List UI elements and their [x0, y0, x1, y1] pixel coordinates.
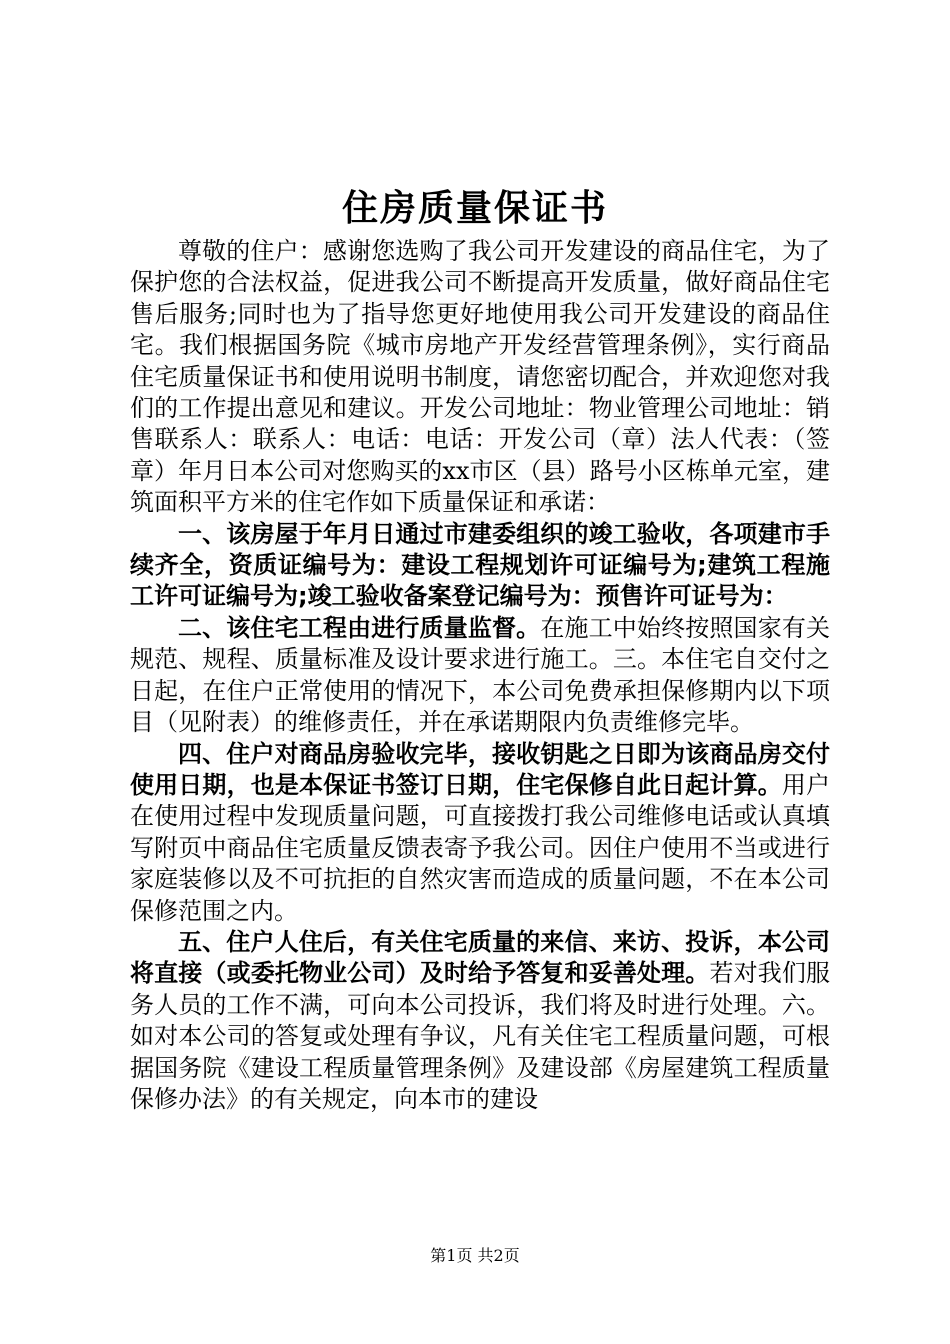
- paragraph-text: 在施工中始终按照国家有关规范、规程、质量标准及设计要求进行施工。三。本住宅自交付之日起，在住户正常使用的情况下，本公司免费承担保修期内以下项目（见附表）的维修责任，并在承诺期限内负责维修完毕。: [130, 613, 831, 737]
- paragraph-clause-2: [130, 613, 830, 739]
- paragraph-bold-lead: 四、住户对商品房验收完毕，接收钥匙之日即为该商品房交付使用日期，也是本保证书签订日期，住宅保修自此日起计算。: [130, 739, 830, 799]
- document-title: 住房质量保证书: [341, 187, 608, 229]
- paragraph-bold-lead: 五、住户人住后，有关住宅质量的来信、来访、投诉，本公司将直接（或委托物业公司）及时给予答复和妥善处理。: [130, 927, 830, 988]
- page-number-footer: 第1页 共2页: [430, 1246, 520, 1265]
- document-body: [130, 236, 830, 1115]
- paragraph-clause-4: [130, 739, 830, 927]
- paragraph-text: 尊敬的住户：感谢您选购了我公司开发建设的商品住宅，为了保护您的合法权益，促进我公司不断提高开发质量，做好商品住宅售后服务;同时也为了指导您更好地使用我公司开发建设的商品住宅。我们根据国务院《城市房地产开发经营管理条例》，实行商品住宅质量保证书和使用说明书制度，请您密切配合，并欢迎您对我们的工作提出意见和建议。开发公司地址：物业管理公司地址：销售联系人：联系人：电话：电话：开发公司（章）法人代表：（签章）年月日本公司对您购买的xx市区（县）路号小区栋单元室，建筑面积平方米的住宅作如下质量保证和承诺：: [130, 237, 830, 517]
- paragraph-bold-lead: 一、该房屋于年月日通过市建委组织的竣工验收，各项建市手续齐全，资质证编号为：建设工程规划许可证编号为;建筑工程施工许可证编号为;竣工验收备案登记编号为：预售许可证号为：: [130, 519, 830, 611]
- paragraph-text: 若对我们服务人员的工作不满，可向本公司投诉，我们将及时进行处理。六。如对本公司的答复或处理有争议，凡有关住宅工程质量问题，可根据国务院《建设工程质量管理条例》及建设部《房屋建筑工程质量保修办法》的有关规定，向本市的建设: [130, 959, 831, 1113]
- paragraph-bold-lead: 二、该住宅工程由进行质量监督。: [178, 613, 541, 642]
- paragraph-clause-5: [130, 927, 830, 1115]
- paragraph-greeting: [130, 236, 830, 519]
- paragraph-text: 用户在使用过程中发现质量问题，可直接拨打我公司维修电话或认真填写附页中商品住宅质量反馈表寄予我公司。因住户使用不当或进行家庭装修以及不可抗拒的自然灾害而造成的质量问题，不在本公司保修范围之内。: [130, 770, 831, 925]
- paragraph-clause-1: [130, 519, 830, 613]
